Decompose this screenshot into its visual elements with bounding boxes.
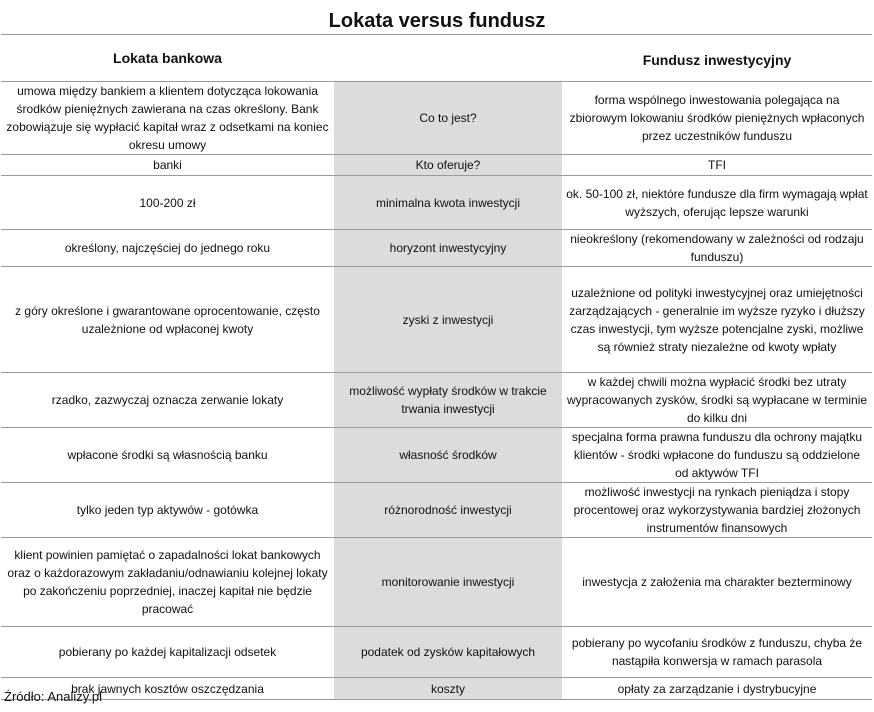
cell-criterion: horyzont inwestycyjny: [334, 230, 562, 267]
cell-fundusz: uzależnione od polityki inwestycyjnej oraz umiejętności zarządzających - generalnie im wyższe ryzyko i dłuższy czas inwestycji, tym wyższe potencjalne zyski, możliwe są również straty niezależne od kwoty wpłaty: [562, 267, 872, 373]
cell-lokata: tylko jeden typ aktywów - gotówka: [1, 483, 334, 538]
table-row: [1, 267, 872, 373]
cell-criterion: Kto oferuje?: [334, 155, 562, 176]
table-row: [1, 483, 872, 538]
cell-fundusz: inwestycja z założenia ma charakter bezterminowy: [562, 538, 872, 627]
header-middle: [334, 35, 562, 82]
cell-fundusz: specjalna forma prawna funduszu dla ochrony majątku klientów - środki wpłacone do funduszu są oddzielone od aktywów TFI: [562, 428, 872, 483]
cell-lokata: banki: [1, 155, 334, 176]
table-row: [1, 373, 872, 428]
table-row: [1, 538, 872, 627]
cell-fundusz: nieokreślony (rekomendowany w zależności od rodzaju funduszu): [562, 230, 872, 267]
cell-fundusz: opłaty za zarządzanie i dystrybucyjne: [562, 678, 872, 700]
table-row: [1, 627, 872, 678]
cell-lokata: z góry określone i gwarantowane oprocentowanie, często uzależnione od wpłaconej kwoty: [1, 267, 334, 373]
cell-criterion: podatek od zysków kapitałowych: [334, 627, 562, 678]
cell-criterion: monitorowanie inwestycji: [334, 538, 562, 627]
cell-criterion: możliwość wypłaty środków w trakcie trwania inwestycji: [334, 373, 562, 428]
table-header-row: [1, 35, 872, 82]
table-row: [1, 678, 872, 700]
table-row: [1, 155, 872, 176]
cell-criterion: różnorodność inwestycji: [334, 483, 562, 538]
cell-lokata: klient powinien pamiętać o zapadalności lokat bankowych oraz o każdorazowym zakładaniu/odnawianiu kolejnej lokaty po zakończeniu poprzedniej, inaczej kapitał nie będzie pracować: [1, 538, 334, 627]
cell-fundusz: TFI: [562, 155, 872, 176]
cell-criterion: zyski z inwestycji: [334, 267, 562, 373]
comparison-table: [1, 34, 872, 700]
cell-criterion: koszty: [334, 678, 562, 700]
header-fundusz: Fundusz inwestycyjny: [562, 35, 872, 82]
cell-lokata: pobierany po każdej kapitalizacji odsetek: [1, 627, 334, 678]
table-row: [1, 230, 872, 267]
cell-fundusz: forma wspólnego inwestowania polegająca na zbiorowym lokowaniu środków pieniężnych wpłaconych przez uczestników funduszu: [562, 82, 872, 155]
cell-criterion: Co to jest?: [334, 82, 562, 155]
cell-fundusz: ok. 50-100 zł, niektóre fundusze dla firm wymagają wpłat wyższych, oferując lepsze warunki: [562, 176, 872, 230]
page-title: Lokata versus fundusz: [328, 10, 546, 32]
source-note: Źródło: Analizy.pl: [4, 689, 103, 704]
cell-lokata: wpłacone środki są własnością banku: [1, 428, 334, 483]
cell-lokata: 100-200 zł: [1, 176, 334, 230]
cell-fundusz: pobierany po wycofaniu środków z funduszu, chyba że nastąpiła konwersja w ramach parasola: [562, 627, 872, 678]
table-row: [1, 176, 872, 230]
cell-criterion: własność środków: [334, 428, 562, 483]
cell-lokata: określony, najczęściej do jednego roku: [1, 230, 334, 267]
cell-criterion: minimalna kwota inwestycji: [334, 176, 562, 230]
header-lokata: Lokata bankowa: [1, 35, 334, 82]
cell-fundusz: w każdej chwili można wypłacić środki bez utraty wypracowanych zysków, środki są wypłacane w terminie do kilku dni: [562, 373, 872, 428]
table-row: [1, 428, 872, 483]
cell-fundusz: możliwość inwestycji na rynkach pieniądza i stopy procentowej oraz wykorzystywania bardziej złożonych instrumentów finansowych: [562, 483, 872, 538]
cell-lokata: rzadko, zazwyczaj oznacza zerwanie lokaty: [1, 373, 334, 428]
cell-lokata: brak jawnych kosztów oszczędzania: [1, 678, 334, 700]
table-row: [1, 82, 872, 155]
cell-lokata: umowa między bankiem a klientem dotycząca lokowania środków pieniężnych zawierana na czas określony. Bank zobowiązuje się wypłacić kapitał wraz z odsetkami na koniec okresu umowy: [1, 82, 334, 155]
